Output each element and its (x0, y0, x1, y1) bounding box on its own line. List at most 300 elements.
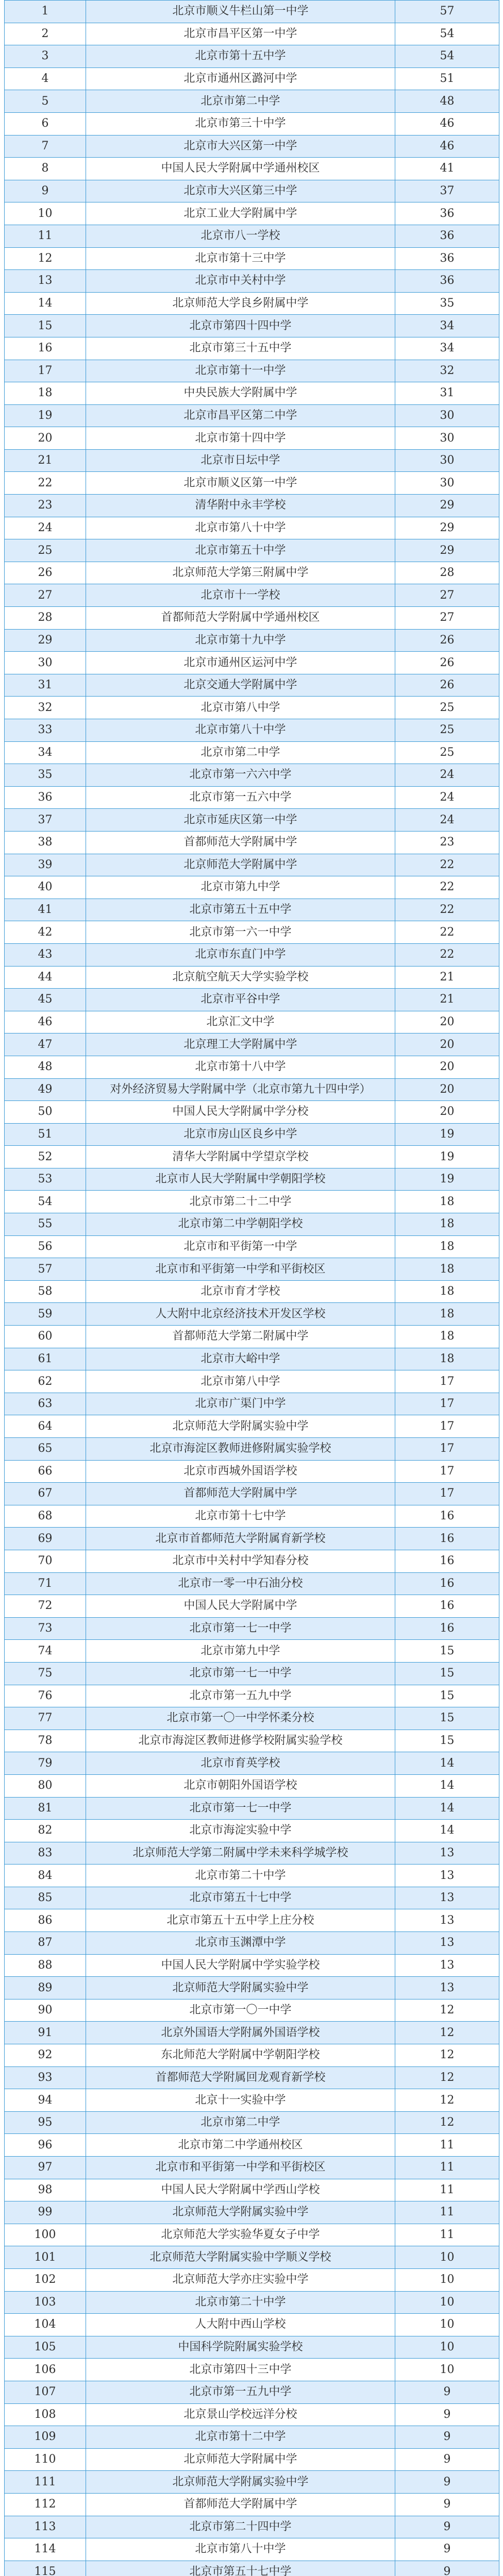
school-name-cell: 北京市和平街第一中学 (86, 1235, 395, 1258)
table-row (5, 1730, 499, 1752)
count-cell: 14 (395, 1752, 499, 1775)
table-row (5, 584, 499, 607)
table-row (5, 2179, 499, 2201)
count-cell: 17 (395, 1438, 499, 1461)
count-cell: 11 (395, 2134, 499, 2157)
table-row (5, 1640, 499, 1663)
school-name-cell: 中国人民大学附属中学 (86, 1595, 395, 1618)
count-cell: 9 (395, 2426, 499, 2449)
table-row (5, 1752, 499, 1775)
school-name-cell: 中国人民大学附属中学实验学校 (86, 1954, 395, 1977)
rank-cell: 32 (5, 697, 86, 719)
rank-cell: 75 (5, 1662, 86, 1685)
table-row (5, 1415, 499, 1438)
rank-cell: 77 (5, 1707, 86, 1730)
school-name-cell: 北京市第五十五中学上庄分校 (86, 1909, 395, 1932)
school-name-cell: 北京市大兴区第三中学 (86, 180, 395, 202)
count-cell: 10 (395, 2314, 499, 2336)
table-row (5, 562, 499, 584)
table-row (5, 1056, 499, 1078)
rank-cell: 37 (5, 809, 86, 832)
count-cell: 22 (395, 943, 499, 966)
table-row (5, 1774, 499, 1797)
count-cell: 46 (395, 112, 499, 135)
school-name-cell: 北京市第三十中学 (86, 112, 395, 135)
rank-cell: 44 (5, 966, 86, 989)
count-cell: 9 (395, 2448, 499, 2471)
table-row (5, 1011, 499, 1033)
table-row (5, 382, 499, 405)
school-name-cell: 北京市第一五九中学 (86, 2381, 395, 2403)
table-row (5, 45, 499, 68)
rank-cell: 15 (5, 315, 86, 337)
table-row (5, 2157, 499, 2179)
rank-cell: 39 (5, 854, 86, 876)
rank-cell: 38 (5, 831, 86, 854)
rank-cell: 64 (5, 1415, 86, 1438)
school-name-cell: 北京市和平街第一中学和平街校区 (86, 1258, 395, 1281)
rank-cell: 63 (5, 1393, 86, 1415)
table-row (5, 1258, 499, 1281)
count-cell: 25 (395, 741, 499, 764)
count-cell: 13 (395, 1887, 499, 1909)
rank-cell: 48 (5, 1056, 86, 1078)
school-name-cell: 北京景山学校远洋分校 (86, 2403, 395, 2426)
table-row (5, 1954, 499, 1977)
count-cell: 34 (395, 337, 499, 360)
school-name-cell: 北京市第四十三中学 (86, 2359, 395, 2381)
count-cell: 22 (395, 854, 499, 876)
school-name-cell: 首都师范大学附属中学 (86, 1483, 395, 1505)
school-name-cell: 北京师范大学第二附属中学未来科学城学校 (86, 1842, 395, 1865)
count-cell: 18 (395, 1235, 499, 1258)
table-row (5, 135, 499, 158)
count-cell: 10 (395, 2336, 499, 2359)
count-cell: 12 (395, 2044, 499, 2067)
rank-cell: 14 (5, 292, 86, 315)
count-cell: 21 (395, 989, 499, 1011)
school-name-cell: 人大附中北京经济技术开发区学校 (86, 1303, 395, 1326)
rank-cell: 40 (5, 876, 86, 899)
school-name-cell: 北京市第二十中学 (86, 2291, 395, 2314)
rank-cell: 107 (5, 2381, 86, 2403)
table-row (5, 404, 499, 427)
table-row (5, 2336, 499, 2359)
rank-cell: 51 (5, 1123, 86, 1146)
school-name-cell: 北京市第五十七中学 (86, 2561, 395, 2576)
school-name-cell: 中国科学院附属实验学校 (86, 2336, 395, 2359)
rank-cell: 109 (5, 2426, 86, 2449)
count-cell: 12 (395, 2022, 499, 2044)
table-row (5, 23, 499, 45)
school-name-cell: 北京市第一七一中学 (86, 1617, 395, 1640)
rank-cell: 74 (5, 1640, 86, 1663)
rank-cell: 115 (5, 2561, 86, 2576)
rank-cell: 61 (5, 1348, 86, 1370)
school-name-cell: 北京市平谷中学 (86, 989, 395, 1011)
school-name-cell: 北京市延庆区第一中学 (86, 809, 395, 832)
school-name-cell: 北京师范大学附属实验中学 (86, 2471, 395, 2494)
rank-cell: 88 (5, 1954, 86, 1977)
rank-cell: 95 (5, 2111, 86, 2134)
table-row (5, 112, 499, 135)
count-cell: 28 (395, 562, 499, 584)
rank-cell: 71 (5, 1572, 86, 1595)
rank-cell: 105 (5, 2336, 86, 2359)
rank-cell: 101 (5, 2246, 86, 2269)
count-cell: 18 (395, 1258, 499, 1281)
school-name-cell: 北京市昌平区第一中学 (86, 23, 395, 45)
rank-cell: 67 (5, 1483, 86, 1505)
school-name-cell: 北京市第一七一中学 (86, 1797, 395, 1820)
table-row (5, 495, 499, 517)
table-row (5, 831, 499, 854)
school-name-cell: 清华附中永丰学校 (86, 495, 395, 517)
count-cell: 9 (395, 2538, 499, 2561)
table-row (5, 1865, 499, 1887)
count-cell: 16 (395, 1550, 499, 1572)
rank-cell: 92 (5, 2044, 86, 2067)
school-name-cell: 北京市第三十五中学 (86, 337, 395, 360)
count-cell: 20 (395, 1101, 499, 1124)
school-name-cell: 北京市第十八中学 (86, 1056, 395, 1078)
school-name-cell: 北京市顺义区第一中学 (86, 472, 395, 495)
school-name-cell: 北京市第十七中学 (86, 1505, 395, 1528)
rank-cell: 93 (5, 2066, 86, 2089)
rank-cell: 59 (5, 1303, 86, 1326)
count-cell: 36 (395, 202, 499, 225)
count-cell: 19 (395, 1123, 499, 1146)
count-cell: 26 (395, 629, 499, 652)
count-cell: 26 (395, 674, 499, 697)
count-cell: 17 (395, 1393, 499, 1415)
rank-cell: 57 (5, 1258, 86, 1281)
school-name-cell: 首都师范大学附属中学通州校区 (86, 607, 395, 630)
table-row (5, 225, 499, 247)
table-row (5, 652, 499, 674)
count-cell: 15 (395, 1730, 499, 1752)
count-cell: 18 (395, 1303, 499, 1326)
table-row (5, 1999, 499, 2022)
school-name-cell: 北京市人民大学附属中学朝阳学校 (86, 1168, 395, 1191)
count-cell: 16 (395, 1595, 499, 1618)
rank-cell: 18 (5, 382, 86, 405)
rank-cell: 72 (5, 1595, 86, 1618)
count-cell: 27 (395, 607, 499, 630)
table-row (5, 2268, 499, 2291)
rank-cell: 86 (5, 1909, 86, 1932)
table-row (5, 741, 499, 764)
school-name-cell: 北京市第一〇一中学怀柔分校 (86, 1707, 395, 1730)
table-row (5, 202, 499, 225)
rank-cell: 102 (5, 2268, 86, 2291)
rank-cell: 66 (5, 1460, 86, 1483)
school-name-cell: 北京外国语大学附属外国语学校 (86, 2022, 395, 2044)
school-name-cell: 北京市第八中学 (86, 1370, 395, 1393)
rank-cell: 21 (5, 449, 86, 472)
table-row (5, 67, 499, 90)
school-name-cell: 北京市大峪中学 (86, 1348, 395, 1370)
count-cell: 9 (395, 2561, 499, 2576)
school-name-cell: 中国人民大学附属中学西山学校 (86, 2179, 395, 2201)
count-cell: 14 (395, 1774, 499, 1797)
rank-cell: 7 (5, 135, 86, 158)
table-row (5, 1393, 499, 1415)
school-name-cell: 北京师范大学附属实验中学 (86, 2201, 395, 2224)
count-cell: 13 (395, 1865, 499, 1887)
table-row (5, 2089, 499, 2112)
school-name-cell: 北京市十一学校 (86, 584, 395, 607)
table-row (5, 1078, 499, 1101)
table-row (5, 1, 499, 23)
table-row (5, 854, 499, 876)
rank-cell: 85 (5, 1887, 86, 1909)
school-name-cell: 北京市第五十五中学 (86, 899, 395, 921)
rank-cell: 58 (5, 1280, 86, 1303)
school-name-cell: 北京市日坛中学 (86, 449, 395, 472)
table-row (5, 1550, 499, 1572)
rank-cell: 25 (5, 539, 86, 562)
table-row (5, 764, 499, 787)
rank-cell: 68 (5, 1505, 86, 1528)
table-row (5, 1438, 499, 1461)
table-row (5, 2538, 499, 2561)
table-row (5, 2314, 499, 2336)
school-name-cell: 北京市东直门中学 (86, 943, 395, 966)
table-row (5, 1932, 499, 1955)
table-row (5, 1460, 499, 1483)
school-name-cell: 北京市第一六六中学 (86, 764, 395, 787)
rank-cell: 103 (5, 2291, 86, 2314)
table-row (5, 1797, 499, 1820)
table-row (5, 1348, 499, 1370)
school-name-cell: 北京师范大学附属中学 (86, 854, 395, 876)
table-row (5, 2448, 499, 2471)
count-cell: 12 (395, 1999, 499, 2022)
school-name-cell: 北京市第一五九中学 (86, 1685, 395, 1707)
count-cell: 11 (395, 2201, 499, 2224)
school-name-cell: 北京市第五十中学 (86, 539, 395, 562)
school-name-cell: 北京市第十一中学 (86, 360, 395, 382)
table-row (5, 2246, 499, 2269)
table-row (5, 1191, 499, 1213)
rank-cell: 27 (5, 584, 86, 607)
rank-cell: 28 (5, 607, 86, 630)
rank-cell: 70 (5, 1550, 86, 1572)
ranking-table (4, 0, 499, 2576)
count-cell: 32 (395, 360, 499, 382)
count-cell: 46 (395, 135, 499, 158)
count-cell: 20 (395, 1056, 499, 1078)
table-row (5, 921, 499, 944)
table-row (5, 1235, 499, 1258)
count-cell: 17 (395, 1483, 499, 1505)
rank-cell: 6 (5, 112, 86, 135)
rank-cell: 31 (5, 674, 86, 697)
school-name-cell: 北京市第八中学 (86, 697, 395, 719)
school-name-cell: 北京师范大学附属实验中学 (86, 1415, 395, 1438)
school-name-cell: 北京市昌平区第二中学 (86, 404, 395, 427)
count-cell: 9 (395, 2403, 499, 2426)
school-name-cell: 北京市第十四中学 (86, 427, 395, 450)
rank-cell: 53 (5, 1168, 86, 1191)
table-row (5, 2022, 499, 2044)
school-name-cell: 北京航空航天大学实验学校 (86, 966, 395, 989)
table-row (5, 2381, 499, 2403)
rank-cell: 84 (5, 1865, 86, 1887)
count-cell: 9 (395, 2381, 499, 2403)
table-row (5, 1707, 499, 1730)
table-row (5, 1326, 499, 1348)
count-cell: 57 (395, 1, 499, 23)
rank-cell: 43 (5, 943, 86, 966)
school-name-cell: 中国人民大学附属中学分校 (86, 1101, 395, 1124)
rank-cell: 45 (5, 989, 86, 1011)
count-cell: 25 (395, 697, 499, 719)
rank-cell: 54 (5, 1191, 86, 1213)
rank-cell: 42 (5, 921, 86, 944)
rank-cell: 22 (5, 472, 86, 495)
rank-cell: 60 (5, 1326, 86, 1348)
table-row (5, 876, 499, 899)
count-cell: 10 (395, 2359, 499, 2381)
school-name-cell: 北京市第一七一中学 (86, 1662, 395, 1685)
school-name-cell: 北京师范大学良乡附属中学 (86, 292, 395, 315)
table-row (5, 786, 499, 809)
table-row (5, 1505, 499, 1528)
school-name-cell: 北京市和平街第一中学和平街校区 (86, 2157, 395, 2179)
count-cell: 36 (395, 225, 499, 247)
count-cell: 17 (395, 1370, 499, 1393)
count-cell: 18 (395, 1326, 499, 1348)
table-row (5, 629, 499, 652)
rank-cell: 46 (5, 1011, 86, 1033)
rank-cell: 97 (5, 2157, 86, 2179)
rank-cell: 90 (5, 1999, 86, 2022)
school-name-cell: 北京市第八十中学 (86, 2538, 395, 2561)
school-name-cell: 北京工业大学附属中学 (86, 202, 395, 225)
count-cell: 35 (395, 292, 499, 315)
count-cell: 30 (395, 472, 499, 495)
table-row (5, 1662, 499, 1685)
school-name-cell: 北京市第九中学 (86, 876, 395, 899)
count-cell: 11 (395, 2157, 499, 2179)
count-cell: 19 (395, 1146, 499, 1168)
table-row (5, 1123, 499, 1146)
count-cell: 31 (395, 382, 499, 405)
count-cell: 36 (395, 247, 499, 270)
count-cell: 17 (395, 1415, 499, 1438)
school-name-cell: 北京市第二中学 (86, 741, 395, 764)
school-name-cell: 北京市海淀区教师进修附属实验学校 (86, 1438, 395, 1461)
count-cell: 54 (395, 23, 499, 45)
table-row (5, 989, 499, 1011)
school-name-cell: 北京市第八十中学 (86, 719, 395, 742)
school-name-cell: 北京汇文中学 (86, 1011, 395, 1033)
school-name-cell: 人大附中西山学校 (86, 2314, 395, 2336)
count-cell: 11 (395, 2224, 499, 2246)
table-row (5, 1528, 499, 1550)
rank-cell: 69 (5, 1528, 86, 1550)
rank-cell: 23 (5, 495, 86, 517)
rank-cell: 106 (5, 2359, 86, 2381)
table-row (5, 1572, 499, 1595)
rank-cell: 30 (5, 652, 86, 674)
table-row (5, 1101, 499, 1124)
count-cell: 9 (395, 2471, 499, 2494)
rank-cell: 89 (5, 1977, 86, 1999)
rank-cell: 56 (5, 1235, 86, 1258)
count-cell: 22 (395, 899, 499, 921)
table-row (5, 292, 499, 315)
count-cell: 51 (395, 67, 499, 90)
count-cell: 41 (395, 158, 499, 180)
rank-cell: 76 (5, 1685, 86, 1707)
rank-cell: 17 (5, 360, 86, 382)
table-row (5, 315, 499, 337)
table-row (5, 1370, 499, 1393)
count-cell: 9 (395, 2516, 499, 2538)
school-name-cell: 北京市第十九中学 (86, 629, 395, 652)
school-name-cell: 北京市海淀实验中学 (86, 1820, 395, 1842)
school-name-cell: 北京市第一五六中学 (86, 786, 395, 809)
school-name-cell: 北京市通州区运河中学 (86, 652, 395, 674)
rank-cell: 35 (5, 764, 86, 787)
rank-cell: 79 (5, 1752, 86, 1775)
count-cell: 19 (395, 1168, 499, 1191)
rank-cell: 94 (5, 2089, 86, 2112)
count-cell: 23 (395, 831, 499, 854)
rank-cell: 73 (5, 1617, 86, 1640)
count-cell: 37 (395, 180, 499, 202)
school-name-cell: 北京市第二十中学 (86, 1865, 395, 1887)
count-cell: 25 (395, 719, 499, 742)
table-row (5, 809, 499, 832)
school-name-cell: 北京市育才学校 (86, 1280, 395, 1303)
table-row (5, 1213, 499, 1236)
table-row (5, 360, 499, 382)
count-cell: 30 (395, 427, 499, 450)
count-cell: 15 (395, 1707, 499, 1730)
rank-cell: 65 (5, 1438, 86, 1461)
count-cell: 30 (395, 449, 499, 472)
rank-cell: 81 (5, 1797, 86, 1820)
school-name-cell: 对外经济贸易大学附属中学（北京市第九十四中学） (86, 1078, 395, 1101)
rank-cell: 82 (5, 1820, 86, 1842)
table-row (5, 1033, 499, 1056)
count-cell: 18 (395, 1348, 499, 1370)
rank-cell: 104 (5, 2314, 86, 2336)
rank-cell: 29 (5, 629, 86, 652)
school-name-cell: 北京市第十五中学 (86, 45, 395, 68)
count-cell: 24 (395, 786, 499, 809)
rank-cell: 41 (5, 899, 86, 921)
school-name-cell: 北京市海淀区教师进修学校附属实验学校 (86, 1730, 395, 1752)
table-row (5, 90, 499, 113)
rank-cell: 78 (5, 1730, 86, 1752)
table-row (5, 2224, 499, 2246)
school-name-cell: 北京市第十三中学 (86, 247, 395, 270)
count-cell: 20 (395, 1033, 499, 1056)
count-cell: 29 (395, 539, 499, 562)
table-row (5, 966, 499, 989)
count-cell: 13 (395, 1909, 499, 1932)
table-row (5, 1303, 499, 1326)
school-name-cell: 首都师范大学第二附属中学 (86, 1326, 395, 1348)
table-row (5, 1842, 499, 1865)
count-cell: 17 (395, 1460, 499, 1483)
school-name-cell: 北京市第二十四中学 (86, 2516, 395, 2538)
